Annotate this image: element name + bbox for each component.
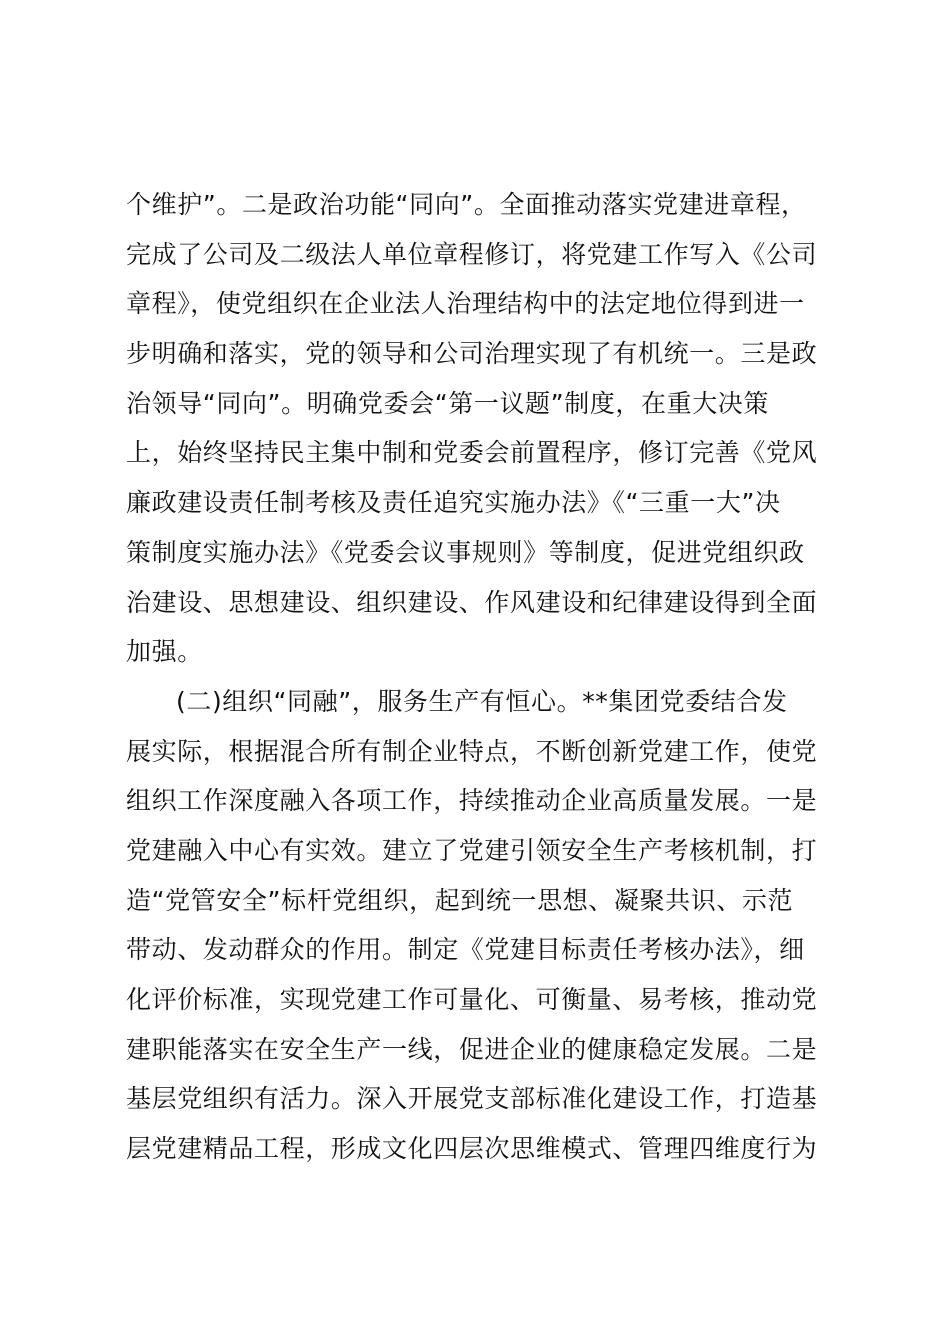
text-line: 层党建精品工程，形成文化四层次思维模式、管理四维度行为 [126, 1134, 818, 1164]
text-line: 建职能落实在安全生产一线，促进企业的健康稳定发展。二是 [126, 1034, 818, 1064]
text-line: 步明确和落实，党的领导和公司治理实现了有机统一。三是政 [126, 339, 818, 369]
text-line: 展实际，根据混合所有制企业特点，不断创新党建工作，使党 [126, 736, 818, 766]
text-line: 上，始终坚持民主集中制和党委会前置程序，修订完善《党风 [126, 438, 818, 468]
text-line: 党建融入中心有实效。建立了党建引领安全生产考核机制，打 [126, 835, 818, 865]
text-line: 化评价标准，实现党建工作可量化、可衡量、易考核，推动党 [126, 985, 818, 1014]
document-body [126, 180, 832, 1174]
text-line: 造“党管安全”标杆党组织，起到统一思想、凝聚共识、示范 [126, 885, 794, 915]
text-line: 基层党组织有活力。深入开展党支部标准化建设工作，打造基 [126, 1084, 818, 1114]
text-line: 廉政建设责任制考核及责任追究实施办法》《“三重一大”决 [126, 488, 781, 518]
text-line: 治领导“同向”。明确党委会“第一议题”制度，在重大决策 [126, 388, 770, 418]
text-line: 完成了公司及二级法人单位章程修订，将党建工作写入《公司 [126, 239, 818, 269]
text-line: 带动、发动群众的作用。制定《党建目标责任考核办法》，细 [126, 935, 805, 965]
text-line: 治建设、思想建设、组织建设、作风建设和纪律建设得到全面 [126, 587, 818, 617]
text-line: 章程》，使党组织在企业法人治理结构中的法定地位得到进一 [126, 289, 805, 319]
section-heading-line: (二)组织“同融”，服务生产有恒心。**集团党委结合发 [176, 686, 788, 716]
text-line: 加强。 [126, 637, 203, 667]
text-line: 个维护”。二是政治功能“同向”。全面推动落实党建进章程， [126, 190, 807, 219]
text-line: 组织工作深度融入各项工作，持续推动企业高质量发展。一是 [126, 786, 818, 816]
text-line: 策制度实施办法》《党委会议事规则》等制度，促进党组织政 [126, 537, 805, 567]
